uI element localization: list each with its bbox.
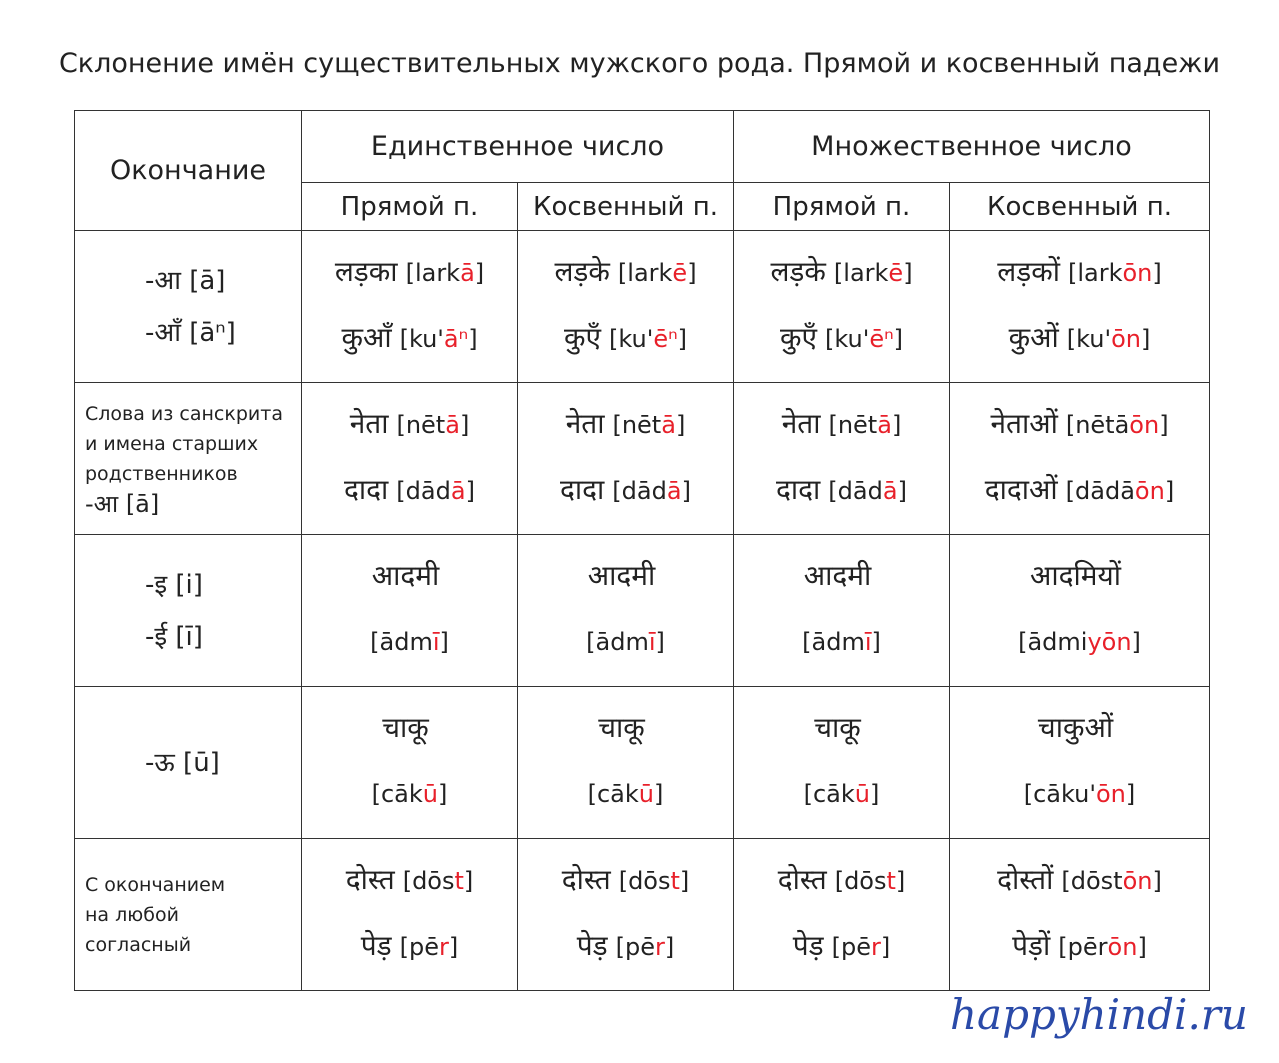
- form-cell: [950, 839, 1210, 991]
- transliteration: [dādāōn]: [1065, 476, 1175, 505]
- hindi-word: दादा: [344, 472, 389, 506]
- ending-line: С окончанием: [85, 873, 226, 896]
- transliteration: [cākū]: [371, 780, 448, 808]
- form-line: [734, 393, 949, 459]
- ending-highlight: yōn: [1087, 628, 1132, 656]
- hindi-word: नेताओं: [990, 406, 1058, 440]
- form-line: [302, 611, 517, 676]
- form-cell: [950, 687, 1210, 839]
- transliteration: [ku'āⁿ]: [399, 324, 478, 353]
- form-line: [302, 763, 517, 828]
- transliteration: [pēr]: [615, 932, 675, 961]
- table-row: [75, 839, 1210, 991]
- form-line: [734, 459, 949, 525]
- form-line: [518, 545, 733, 611]
- form-cell: [518, 383, 734, 535]
- ending-highlight: t: [454, 866, 464, 895]
- ending-highlight: āⁿ: [443, 324, 469, 353]
- ending-highlight: ōn: [1134, 476, 1165, 505]
- form-cell: [302, 231, 518, 383]
- form-cell: [950, 383, 1210, 535]
- hindi-word: लड़के: [770, 254, 826, 288]
- transliteration: [pēr]: [831, 932, 891, 961]
- ending-highlight: r: [655, 932, 665, 961]
- ending-highlight: ē: [672, 258, 688, 287]
- form-line: [518, 307, 733, 373]
- ending-line: -आ [ā]: [145, 265, 226, 296]
- hindi-word: आदमी: [371, 559, 440, 592]
- form-line: [734, 915, 949, 981]
- ending-highlight: ōn: [1129, 410, 1160, 439]
- hindi-word: दादाओं: [984, 472, 1058, 506]
- ending-highlight: ā: [661, 410, 676, 439]
- form-line: [734, 241, 949, 307]
- form-line: [950, 611, 1209, 676]
- form-cell: [950, 231, 1210, 383]
- hindi-word: दोस्त: [345, 862, 395, 896]
- form-line: [518, 241, 733, 307]
- hindi-word: दोस्त: [561, 862, 611, 896]
- transliteration: [cākū]: [587, 780, 664, 808]
- header-ending: Окончание: [75, 111, 302, 231]
- hindi-word: चाकू: [598, 711, 645, 744]
- form-line: [734, 697, 949, 763]
- transliteration: [nētā]: [828, 410, 902, 439]
- hindi-word: कुएँ: [779, 320, 817, 354]
- form-line: [950, 307, 1209, 373]
- table-row: [75, 535, 1210, 687]
- hindi-word: चाकुओं: [1037, 711, 1114, 744]
- ending-line: -ऊ [ū]: [145, 747, 220, 778]
- hindi-word: कुएँ: [563, 320, 601, 354]
- transliteration: [dādā]: [828, 476, 907, 505]
- table-row: [75, 687, 1210, 839]
- ending-highlight: ōn: [1122, 258, 1153, 287]
- ending-highlight: ēⁿ: [653, 324, 678, 353]
- transliteration: [larkōn]: [1067, 258, 1162, 287]
- hindi-word: नेता: [349, 406, 389, 440]
- page-title: Склонение имён существительных мужского рода. Прямой и косвенный падежи: [58, 48, 1221, 79]
- ending-highlight: ē: [888, 258, 904, 287]
- hindi-word: आदमी: [587, 559, 656, 592]
- form-cell: [302, 535, 518, 687]
- ending-line: -आँ [āⁿ]: [145, 317, 236, 348]
- ending-highlight: t: [886, 866, 896, 895]
- hindi-word: आदमी: [803, 559, 872, 592]
- hindi-word: दादा: [560, 472, 605, 506]
- form-line: [950, 915, 1209, 981]
- hindi-word: नेता: [565, 406, 605, 440]
- ending-cell: [75, 535, 302, 687]
- ending-highlight: ī: [864, 628, 872, 656]
- form-line: [518, 611, 733, 676]
- form-cell: [734, 383, 950, 535]
- transliteration: [cākū]: [803, 780, 880, 808]
- form-line: [950, 545, 1209, 611]
- form-cell: [518, 687, 734, 839]
- transliteration: [nētā]: [612, 410, 686, 439]
- form-cell: [302, 839, 518, 991]
- ending-line: -ई [ī]: [145, 621, 203, 652]
- transliteration: [ādmiyōn]: [1018, 628, 1141, 656]
- ending-highlight: r: [439, 932, 449, 961]
- ending-highlight: ā: [445, 410, 460, 439]
- hindi-word: पेड़: [360, 928, 392, 962]
- form-line: [302, 459, 517, 525]
- form-line: [950, 849, 1209, 915]
- form-line: [734, 611, 949, 676]
- form-line: [950, 697, 1209, 763]
- form-line: [302, 241, 517, 307]
- declension-table: [74, 110, 1210, 991]
- header-sg-direct: Прямой п.: [302, 183, 518, 231]
- ending-highlight: ū: [638, 780, 655, 808]
- hindi-word: आदमियों: [1030, 559, 1121, 592]
- transliteration: [ādmī]: [802, 628, 881, 656]
- form-line: [518, 459, 733, 525]
- header-pl-oblique: Косвенный п.: [950, 183, 1210, 231]
- header-sg-oblique: Косвенный п.: [518, 183, 734, 231]
- form-line: [518, 697, 733, 763]
- form-cell: [734, 687, 950, 839]
- form-line: [302, 307, 517, 373]
- hindi-word: पेड़: [792, 928, 824, 962]
- form-line: [302, 545, 517, 611]
- ending-highlight: ēⁿ: [869, 324, 894, 353]
- hindi-word: पेड़ों: [1012, 928, 1051, 962]
- ending-cell: [75, 687, 302, 839]
- hindi-word: लड़कों: [997, 254, 1060, 288]
- form-line: [518, 849, 733, 915]
- header-pl-direct: Прямой п.: [734, 183, 950, 231]
- ending-highlight: ā: [460, 258, 475, 287]
- ending-cell: [75, 383, 302, 535]
- ending-line: -इ [i]: [145, 569, 203, 600]
- ending-highlight: ōn: [1111, 324, 1141, 353]
- transliteration: [dādā]: [612, 476, 691, 505]
- form-line: [302, 697, 517, 763]
- transliteration: [larkē]: [833, 258, 913, 287]
- transliteration: [ādmī]: [586, 628, 665, 656]
- transliteration: [larkē]: [617, 258, 697, 287]
- ending-line: родственников: [85, 462, 238, 485]
- form-cell: [302, 383, 518, 535]
- transliteration: [pērōn]: [1058, 932, 1147, 961]
- hindi-word: दोस्त: [777, 862, 827, 896]
- form-line: [302, 915, 517, 981]
- ending-highlight: ī: [648, 628, 656, 656]
- ending-highlight: ū: [854, 780, 871, 808]
- transliteration: [ku'ēⁿ]: [608, 324, 688, 353]
- ending-line: и имена старших: [85, 432, 259, 455]
- watermark-logo: happyhindi.ru: [950, 990, 1248, 1039]
- transliteration: [dōst]: [834, 866, 906, 895]
- form-cell: [734, 535, 950, 687]
- ending-highlight: r: [871, 932, 881, 961]
- form-line: [950, 393, 1209, 459]
- form-line: [950, 241, 1209, 307]
- ending-highlight: ā: [877, 410, 892, 439]
- transliteration: [ku'ōn]: [1066, 324, 1151, 353]
- form-line: [950, 459, 1209, 525]
- ending-line: -आ [ā]: [85, 489, 160, 518]
- ending-highlight: ōn: [1122, 866, 1153, 895]
- form-line: [734, 545, 949, 611]
- form-cell: [950, 535, 1210, 687]
- form-cell: [518, 839, 734, 991]
- form-line: [518, 763, 733, 828]
- ending-highlight: ū: [422, 780, 439, 808]
- hindi-word: कुआँ: [341, 320, 392, 354]
- form-cell: [518, 231, 734, 383]
- transliteration: [larkā]: [405, 258, 485, 287]
- transliteration: [nētāōn]: [1065, 410, 1169, 439]
- hindi-word: लड़का: [334, 254, 398, 288]
- hindi-word: पेड़: [576, 928, 608, 962]
- ending-highlight: ā: [450, 476, 466, 505]
- form-line: [950, 763, 1209, 828]
- ending-highlight: ā: [882, 476, 898, 505]
- hindi-word: कुओं: [1008, 320, 1059, 354]
- form-line: [518, 393, 733, 459]
- hindi-word: दोस्तों: [997, 862, 1054, 896]
- hindi-word: लड़के: [554, 254, 610, 288]
- ending-cell: [75, 231, 302, 383]
- transliteration: [ādmī]: [370, 628, 449, 656]
- form-line: [734, 763, 949, 828]
- form-line: [734, 849, 949, 915]
- ending-line: Слова из санскрита: [85, 402, 283, 425]
- hindi-word: नेता: [781, 406, 821, 440]
- hindi-word: चाकू: [814, 711, 861, 744]
- ending-highlight: ōn: [1107, 932, 1138, 961]
- form-line: [734, 307, 949, 373]
- transliteration: [dōst]: [402, 866, 474, 895]
- hindi-word: दादा: [776, 472, 821, 506]
- form-cell: [734, 839, 950, 991]
- transliteration: [dādā]: [396, 476, 475, 505]
- transliteration: [cāku'ōn]: [1023, 780, 1136, 808]
- header-plural: Множественное число: [734, 111, 1210, 183]
- ending-highlight: ī: [432, 628, 440, 656]
- form-cell: [302, 687, 518, 839]
- form-line: [518, 915, 733, 981]
- table-row: [75, 383, 1210, 535]
- transliteration: [pēr]: [399, 932, 459, 961]
- table-row: [75, 231, 1210, 383]
- transliteration: [ku'ēⁿ]: [824, 324, 904, 353]
- ending-highlight: ā: [666, 476, 682, 505]
- form-line: [302, 849, 517, 915]
- transliteration: [nētā]: [396, 410, 470, 439]
- ending-line: согласный: [85, 933, 192, 956]
- ending-highlight: t: [670, 866, 680, 895]
- ending-line: на любой: [85, 903, 179, 926]
- form-cell: [518, 535, 734, 687]
- transliteration: [dōstōn]: [1061, 866, 1162, 895]
- form-cell: [734, 231, 950, 383]
- hindi-word: चाकू: [382, 711, 429, 744]
- header-singular: Единственное число: [302, 111, 734, 183]
- ending-cell: [75, 839, 302, 991]
- form-line: [302, 393, 517, 459]
- transliteration: [dōst]: [618, 866, 690, 895]
- ending-highlight: ōn: [1095, 780, 1126, 808]
